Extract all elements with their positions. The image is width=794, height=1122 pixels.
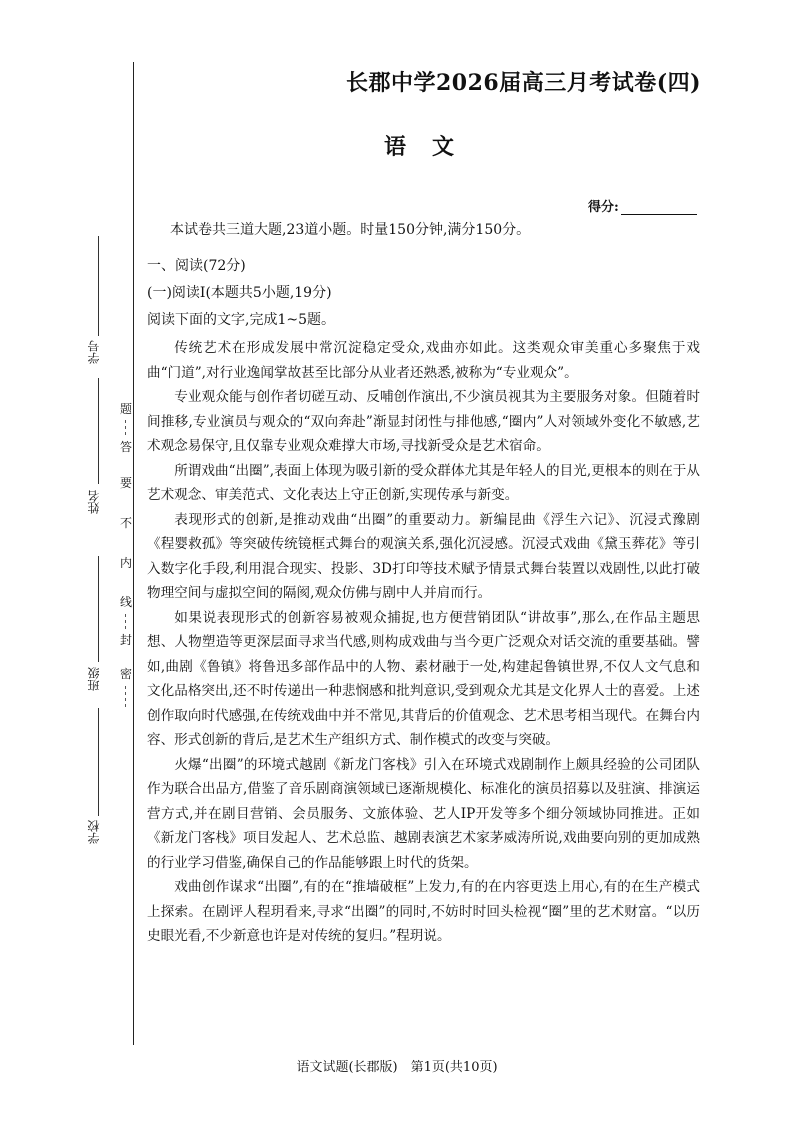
class-label: 班级 [87, 667, 101, 691]
school-label: 学校 [87, 820, 101, 844]
seal-char: 密 [119, 667, 132, 681]
exam-intro: 本试卷共三道大题,23道小题。时量150分钟,满分150分。 [170, 222, 531, 238]
seal-char: 内 [119, 556, 132, 570]
paragraph: 所谓戏曲“出圈”,表面上体现为吸引新的受众群体尤其是年轻人的目光,更根本的则在于从艺术观念、审美范式、文化表达上守正创新,实现传承与新变。 [147, 462, 700, 503]
paragraph: 火爆“出圈”的环境式越剧《新龙门客栈》引入在环境式戏剧制作上颇具经验的公司团队作为联合出品方,借鉴了音乐剧商演领域已逐渐规模化、标准化的演员招募以及驻演、排演运营方式,并在剧目营销、会员服务、文旅体验、艺人IP开发等多个细分领域协同推进。正如《新龙门客栈》项目发起人、艺术总监、越剧表演艺术家茅威涛所说,戏曲要向别的更加成熟的行业学习借鉴,确保自己的作品能够跟上时代的货架。 [147, 756, 700, 871]
name-label: 姓名 [87, 490, 101, 514]
seal-char: 线 [119, 595, 132, 609]
exam-title: 长郡中学2026届高三月考试卷(四) [346, 70, 702, 96]
seal-char: 封 [119, 633, 132, 647]
subsection-heading: (一)阅读Ⅰ(本题共5小题,19分) [147, 285, 332, 301]
seal-char: 要 [119, 476, 132, 490]
seal-char: 不 [119, 516, 132, 530]
seal-char: 题 [119, 402, 132, 416]
page-footer: 语文试题(长郡版) 第1页(共10页) [296, 1060, 498, 1075]
seal-dash [125, 420, 126, 438]
name-blank-line [98, 378, 99, 484]
id-blank-line [98, 236, 99, 336]
score-field [588, 196, 697, 215]
paragraph: 传统艺术在形成发展中常沉淀稳定受众,戏曲亦如此。这类观众审美重心多聚焦于戏曲“门道”,对行业逸闻掌故甚至比部分从业者还熟悉,被称为“专业观众”。 [147, 340, 700, 381]
class-blank-line [98, 556, 99, 662]
school-blank-line [98, 708, 99, 816]
seal-char: 答 [119, 440, 132, 454]
paragraph: 戏曲创作谋求“出圈”,有的在“推墙破框”上发力,有的在内容更迭上用心,有的在生产模式上探索。在剧评人程玥看来,寻求“出圈”的同时,不妨时时回头检视“圈”里的艺术财富。“以历史眼光看,不少新意也许是对传统的复归。”程玥说。 [147, 879, 700, 944]
id-label: 学号 [87, 340, 101, 364]
paragraph: 如果说表现形式的创新容易被观众捕捉,也方便营销团队“讲故事”,那么,在作品主题思想、人物塑造等更深层面寻求当代感,则构成戏曲与当今更广泛观众对话交流的重要基础。譬如,曲剧《鲁镇》将鲁迅多部作品中的人物、素材融于一处,构建起鲁镇世界,不仅人文气息和文化品格突出,还不时传递出一种悲悯感和批判意识,受到观众尤其是文化界人士的喜爱。上述创作取向时代感强,在传统戏曲中并不常见,其背后的价值观念、艺术思考相当现代。在舞台内容、形式创新的背后,是艺术生产组织方式、制作模式的改变与突破。 [147, 609, 700, 748]
paragraph: 表现形式的创新,是推动戏曲“出圈”的重要动力。新编昆曲《浮生六记》、沉浸式豫剧《程婴救孤》等突破传统镜框式舞台的观演关系,强化沉浸感。沉浸式戏曲《黛玉葬花》等引入数字化手段,利用混合现实、投影、3D打印等技术赋予情景式舞台装置以戏剧性,以此打破物理空间与虚拟空间的隔阂,观众仿佛与剧中人并肩而行。 [147, 511, 700, 601]
reading-passage [147, 336, 700, 949]
binding-line [133, 62, 134, 1045]
section-heading: 一、阅读(72分) [147, 258, 246, 274]
score-blank [621, 201, 697, 215]
seal-dash [125, 686, 126, 710]
seal-dash [125, 614, 126, 630]
reading-instruction: 阅读下面的文字,完成1~5题。 [147, 312, 335, 328]
subject-title: 语文 [384, 134, 481, 160]
paragraph: 专业观众能与创作者切磋互动、反哺创作演出,不少演员视其为主要服务对象。但随着时间推移,专业演员与观众的“双向奔赴”渐显封闭性与排他感,“圈内”人对领域外变化不敏感,艺术观念易保守,且仅靠专业观众难撑大市场,寻找新受众是艺术宿命。 [147, 389, 700, 454]
score-label: 得分: [588, 200, 619, 215]
